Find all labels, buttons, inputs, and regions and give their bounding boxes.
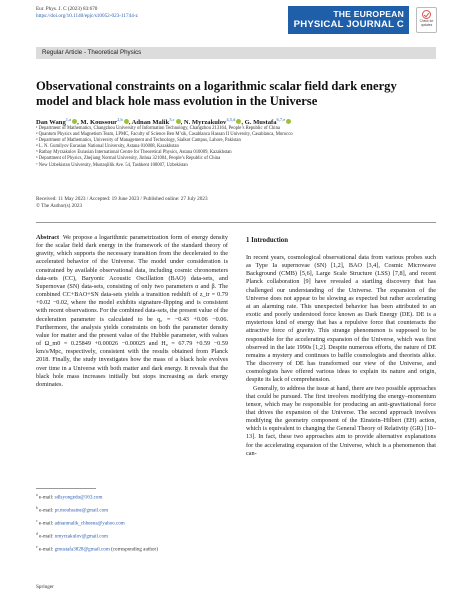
received-accepted-line: Received: 11 May 2023 / Accepted: 19 June 2023 / Published online: 27 July 2023 bbox=[36, 196, 208, 202]
journal-meta bbox=[36, 6, 138, 20]
email-footnote: $^a$ e-mail: sdlsyongedu@163.com bbox=[36, 493, 103, 501]
copyright-line: © The Author(s) 2023 bbox=[36, 202, 83, 209]
email-link[interactable]: sdlsyongedu@163.com bbox=[54, 494, 103, 501]
paper-title: Observational constraints on a logarithmic scalar field dark energy model and black hole mass evolution in the Universe bbox=[36, 79, 397, 108]
logo-line-1: THE EUROPEAN bbox=[333, 9, 404, 19]
orcid-icon[interactable] bbox=[286, 119, 291, 124]
author-affiliation-marker: 1,a bbox=[65, 117, 72, 122]
email-footnotes bbox=[36, 490, 228, 555]
affiliation: ¹ Department of Mathematics, Changzhou University of Information Technology, Changzhou 213164, People’s Republic of China bbox=[36, 126, 280, 131]
email-link[interactable]: gmustafa3828@gmail.com bbox=[54, 547, 110, 554]
check-icon bbox=[422, 10, 431, 19]
footnote-divider bbox=[36, 488, 96, 489]
author-name: G. Mustafa bbox=[244, 119, 277, 127]
affiliation: ² Quantum Physics and Magnetism Team, LPMC, Faculty of Science Ben M’sik, Casablanca Hassan II University, Casablanca, Morocco bbox=[36, 132, 293, 138]
doi-link[interactable]: https://doi.org/10.1140/epjc/s10052-023-11744-z bbox=[36, 13, 138, 19]
logo-line-2: PHYSICAL JOURNAL C bbox=[293, 19, 404, 30]
email-footnote: $^e$ e-mail: gmustafa3828@gmail.com (corresponding author) bbox=[36, 545, 158, 554]
abstract-text: We propose a logarithmic parametrization form of energy density for the scalar field dark energy in the framework of the standard theory of gravity, which supports the necessary transition from the decelerated to the accelerated behavior of the Universe. The model under consideration is constrained by available observational data, including cosmic chronometers data-sets (CC), Baryonic Acoustic Oscillation (BAO) data-sets, and Supernovae (SN) data-sets, consisting of only two parameters α and β. The combined CC+BAO+SN data-sets yields a transition redshift of z_tr = 0.79 +0.02 −0.02, where the model exhibits signature-flipping and is consistent with recent observations. For the combined data-sets, the present value of the deceleration parameter is calculated to be q₀ = −0.43 +0.06 −0.06. Furthermore, the analysis yields constraints on both the parameter density value for matter and the present value of the Hubble parameter, with values of Ω_m0 = 0.25849 +0.00026 −0.00025 and H₀ = 67.79 +0.59 −0.59 km/s/Mpc, respectively, consistent with the results obtained from Planck 2018. Finally, the study investigates how the mass of a black hole evolves over time in a Universe with both matter and dark energy. It reveals that the black hole mass increases initially but stops increasing as dark energy dominates. bbox=[36, 234, 228, 388]
journal-reference: Eur. Phys. J. C (2023) 83:670 bbox=[36, 6, 98, 12]
author-name: Adnan Malik bbox=[131, 119, 170, 127]
email-link[interactable]: pr.mouhssine@gmail.com bbox=[54, 507, 109, 514]
orcid-icon[interactable] bbox=[124, 119, 129, 124]
affiliation: ⁴ L. N. Gumilyov Eurasian National University, Astana 010008, Kazakhstan bbox=[36, 144, 179, 150]
author-affiliation-marker: 3,c bbox=[169, 117, 175, 122]
badge-label: Check for updates bbox=[419, 19, 434, 27]
affiliation: ⁶ Department of Physics, Zhejiang Normal University, Jinhua 321004, People’s Republic of China bbox=[36, 156, 221, 162]
introduction-text bbox=[246, 254, 436, 458]
article-type-band: Regular Article - Theoretical Physics bbox=[36, 47, 436, 59]
author-list: Dan Wang$^{1,a}$ , M. Koussour$^{2,b}$ , Adnan Malik$^{3,c}$ , N. Myrzakulov$^{4,5,d}$ , G. Mustafa$^{6,7,e}$ bbox=[36, 116, 436, 127]
author-affiliation-marker: 6,7,e bbox=[276, 117, 286, 122]
email-link[interactable]: nmyrzakulov@gmail.com bbox=[54, 533, 108, 540]
divider bbox=[36, 222, 436, 223]
orcid-icon[interactable] bbox=[72, 119, 77, 124]
orcid-icon[interactable] bbox=[236, 119, 241, 124]
email-footnote: $^d$ e-mail: nmyrzakulov@gmail.com bbox=[36, 532, 108, 540]
abstract bbox=[36, 234, 228, 389]
check-for-updates-badge[interactable] bbox=[416, 7, 437, 33]
orcid-icon[interactable] bbox=[176, 119, 181, 124]
affiliation-list bbox=[36, 126, 436, 169]
paragraph: In recent years, cosmological observational data from various probes such as Type Ia supernovae (SN) [1,2], BAO [3,4], Cosmic Microwave Background (CMB) [5,6], Large Scale Structure (LSS) [7,8], and recent Planck collaboration [9] have revealed a startling discovery that has challenged our understanding of the Universe. The expansion of the Universe does not appear to be slowing as expected but rather accelerating at an alarming rate. This unexpected behavior has been attributed to an exotic and poorly understood force known as Dark Energy (DE). DE is a mysterious kind of energy that has a repulsive force that counteracts the attractive force of gravity. This strange phenomenon is supposed to be responsible for the accelerating expansion of the Universe, which was first observed in the late 1990s [1,2]. Despite numerous efforts, the nature of DE remains a mystery and continues to baffle cosmologists and theorists alike. The discovery of DE has transformed our view of the Universe, and cosmologists have offered various ideas to explain its nature and origin, despite its lack of comprehension. bbox=[246, 254, 436, 384]
email-footnote: $^b$ e-mail: pr.mouhssine@gmail.com bbox=[36, 506, 109, 514]
email-link[interactable]: adnanmalik_chheena@yahoo.com bbox=[54, 520, 125, 527]
author-affiliation-marker: 4,5,d bbox=[226, 117, 236, 122]
author-name: Dan Wang bbox=[36, 119, 66, 127]
publisher-footer: Springer bbox=[36, 584, 54, 590]
author-affiliation-marker: 2,b bbox=[117, 117, 123, 122]
author-name: N. Myrzakulov bbox=[183, 119, 227, 127]
section-heading: 1 Introduction bbox=[246, 237, 288, 244]
affiliation: ⁵ Ratbay Myrzakulov Eurasian International Centre for Theoretical Physics, Astana 010009, Kazakhstan bbox=[36, 150, 232, 156]
author-name: M. Koussour bbox=[80, 119, 118, 127]
abstract-label: Abstract bbox=[36, 234, 60, 241]
publication-dates bbox=[36, 196, 208, 210]
paragraph: Generally, to address the issue at hand, there are two possible approaches that could be pursued. The first involves modifying the energy–momentum tensor, which may be responsible for producing an anti-gravitational force that drives the expansion of the Universe. The second approach involves modifying the geometry component of the Einstein–Hilbert (EH) action, which is equivalent to changing the General Theory of Relativity (GR) [10–13]. In fact, these two approaches aim to provide alternative explanations for the accelerating expansion of the Universe, which is a phenomenon that can- bbox=[246, 384, 436, 457]
journal-logo bbox=[288, 6, 409, 34]
affiliation: ³ Department of Mathematics, University of Management and Technology, Sialkot Campus, Lahore, Pakistan bbox=[36, 138, 241, 144]
affiliation: ⁷ New Uzbekistan University, Mustaqillik Ave. 54, Tashkent 100007, Uzbekistan bbox=[36, 162, 188, 168]
email-footnote: $^c$ e-mail: adnanmalik_chheena@yahoo.com bbox=[36, 519, 125, 527]
